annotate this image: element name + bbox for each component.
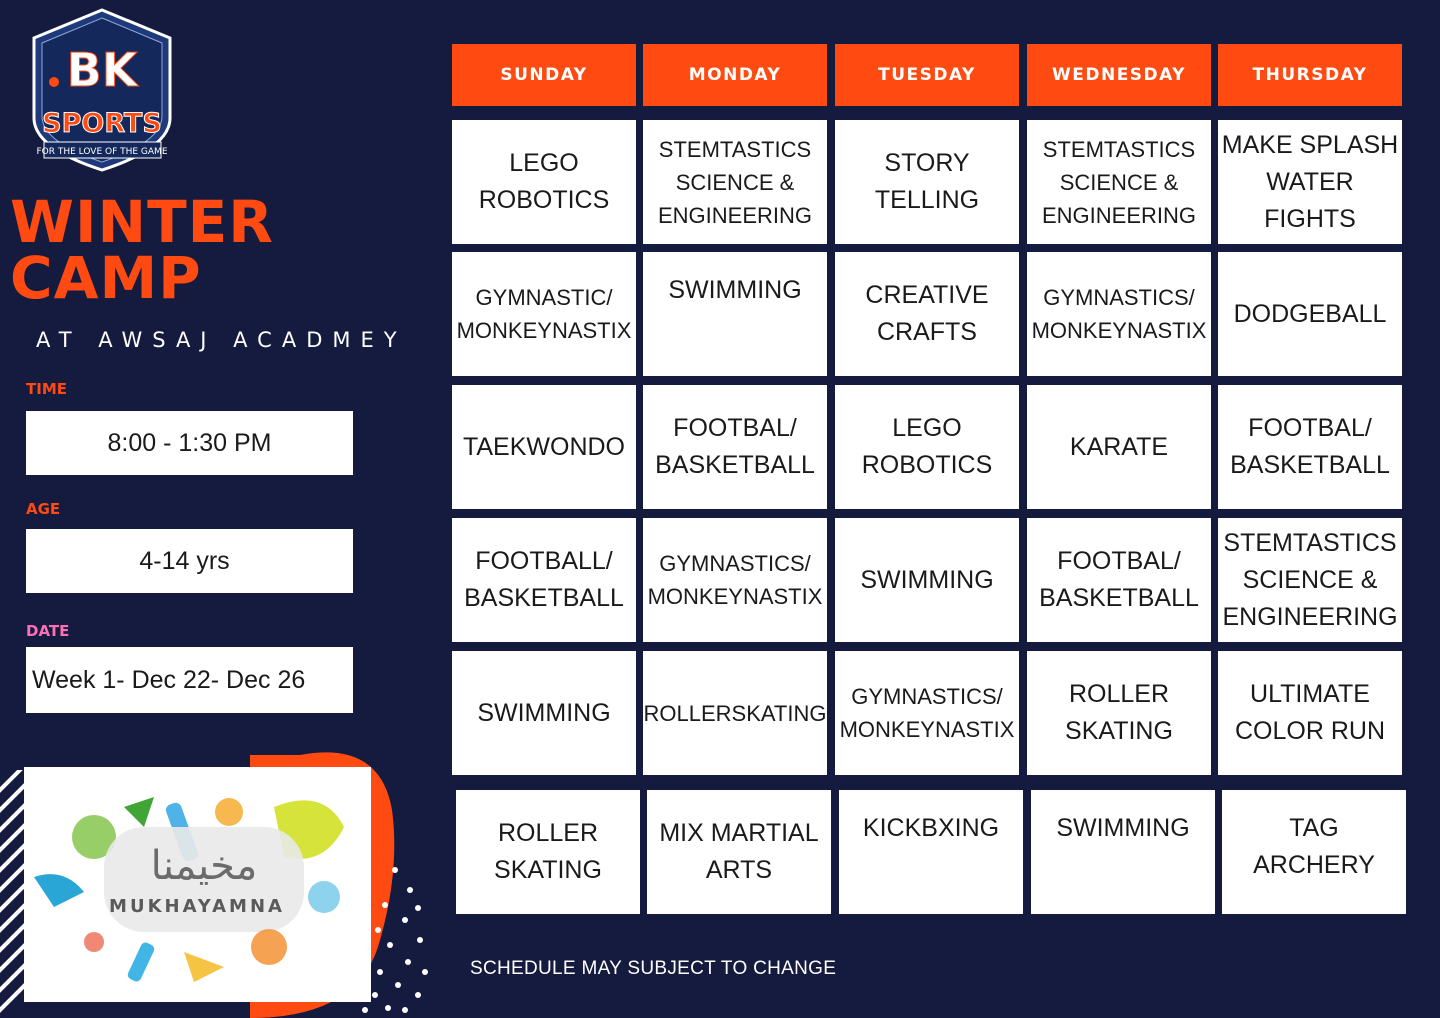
bk-sports-logo — [30, 8, 175, 173]
day-header-tuesday: TUESDAY — [835, 44, 1019, 106]
activity-cell: GYMNASTICS/ MONKEYNASTIX — [835, 651, 1019, 775]
activity-cell: TAEKWONDO — [452, 385, 636, 509]
activity-cell: ULTIMATE COLOR RUN — [1218, 651, 1402, 775]
age-box — [26, 529, 353, 593]
date-value: Week 1- Dec 22- Dec 26 — [32, 665, 306, 694]
activity-cell: SWIMMING — [835, 518, 1019, 642]
title-winter: WINTER — [10, 188, 274, 256]
activity-cell: FOOTBAL/ BASKETBALL — [1218, 385, 1402, 509]
activity-cell: LEGO ROBOTICS — [835, 385, 1019, 509]
activity-cell: KARATE — [1027, 385, 1211, 509]
time-box — [26, 411, 353, 475]
activity-cell: SWIMMING — [1031, 790, 1215, 914]
activity-cell: SWIMMING — [452, 651, 636, 775]
activity-cell: STORY TELLING — [835, 120, 1019, 244]
activity-cell: FOOTBAL/ BASKETBALL — [643, 385, 827, 509]
time-value: 8:00 - 1:30 PM — [107, 428, 272, 457]
day-header-wednesday: WEDNESDAY — [1027, 44, 1211, 106]
activity-cell: GYMNASTIC/ MONKEYNASTIX — [452, 252, 636, 376]
mukhayamna-illustration — [24, 767, 371, 1002]
activity-cell: SWIMMING — [643, 252, 827, 376]
date-label: DATE — [26, 622, 70, 640]
partner-latin: MUKHAYAMNA — [109, 896, 285, 917]
activity-cell: STEMTASTICS SCIENCE & ENGINEERING — [1027, 120, 1211, 244]
day-header-thursday: THURSDAY — [1218, 44, 1402, 106]
activity-cell: FOOTBALL/ BASKETBALL — [452, 518, 636, 642]
activity-cell: ROLLERSKATING — [643, 651, 827, 775]
activity-cell: CREATIVE CRAFTS — [835, 252, 1019, 376]
subtitle-location: AT AWSAJ ACADMEY — [36, 328, 407, 352]
activity-cell: GYMNASTICS/ MONKEYNASTIX — [643, 518, 827, 642]
time-label: TIME — [26, 380, 67, 398]
activity-cell: LEGO ROBOTICS — [452, 120, 636, 244]
activity-cell: FOOTBAL/ BASKETBALL — [1027, 518, 1211, 642]
activity-cell: GYMNASTICS/ MONKEYNASTIX — [1027, 252, 1211, 376]
mukhayamna-logo — [24, 767, 371, 1002]
activity-cell: TAG ARCHERY — [1222, 790, 1406, 914]
date-box — [26, 647, 353, 713]
day-header-sunday: SUNDAY — [452, 44, 636, 106]
logo-tagline: FOR THE LOVE OF THE GAME — [36, 147, 168, 157]
activity-cell: STEMTASTICS SCIENCE & ENGINEERING — [643, 120, 827, 244]
day-header-monday: MONDAY — [643, 44, 827, 106]
logo-letters: BK — [66, 43, 138, 97]
partner-arabic: مخيمنا — [150, 843, 258, 889]
age-value: 4-14 yrs — [139, 546, 230, 575]
activity-cell: ROLLER SKATING — [456, 790, 640, 914]
activity-cell: STEMTASTICS SCIENCE & ENGINEERING — [1218, 518, 1402, 642]
schedule-note: SCHEDULE MAY SUBJECT TO CHANGE — [470, 958, 837, 979]
logo-brand: SPORTS — [42, 108, 162, 139]
age-label: AGE — [26, 500, 61, 518]
activity-cell: MIX MARTIAL ARTS — [647, 790, 831, 914]
activity-cell: KICKBXING — [839, 790, 1023, 914]
activity-cell: ROLLER SKATING — [1027, 651, 1211, 775]
activity-cell: DODGEBALL — [1218, 252, 1402, 376]
activity-cell: MAKE SPLASH WATER FIGHTS — [1218, 120, 1402, 244]
title-camp: CAMP — [10, 244, 202, 312]
